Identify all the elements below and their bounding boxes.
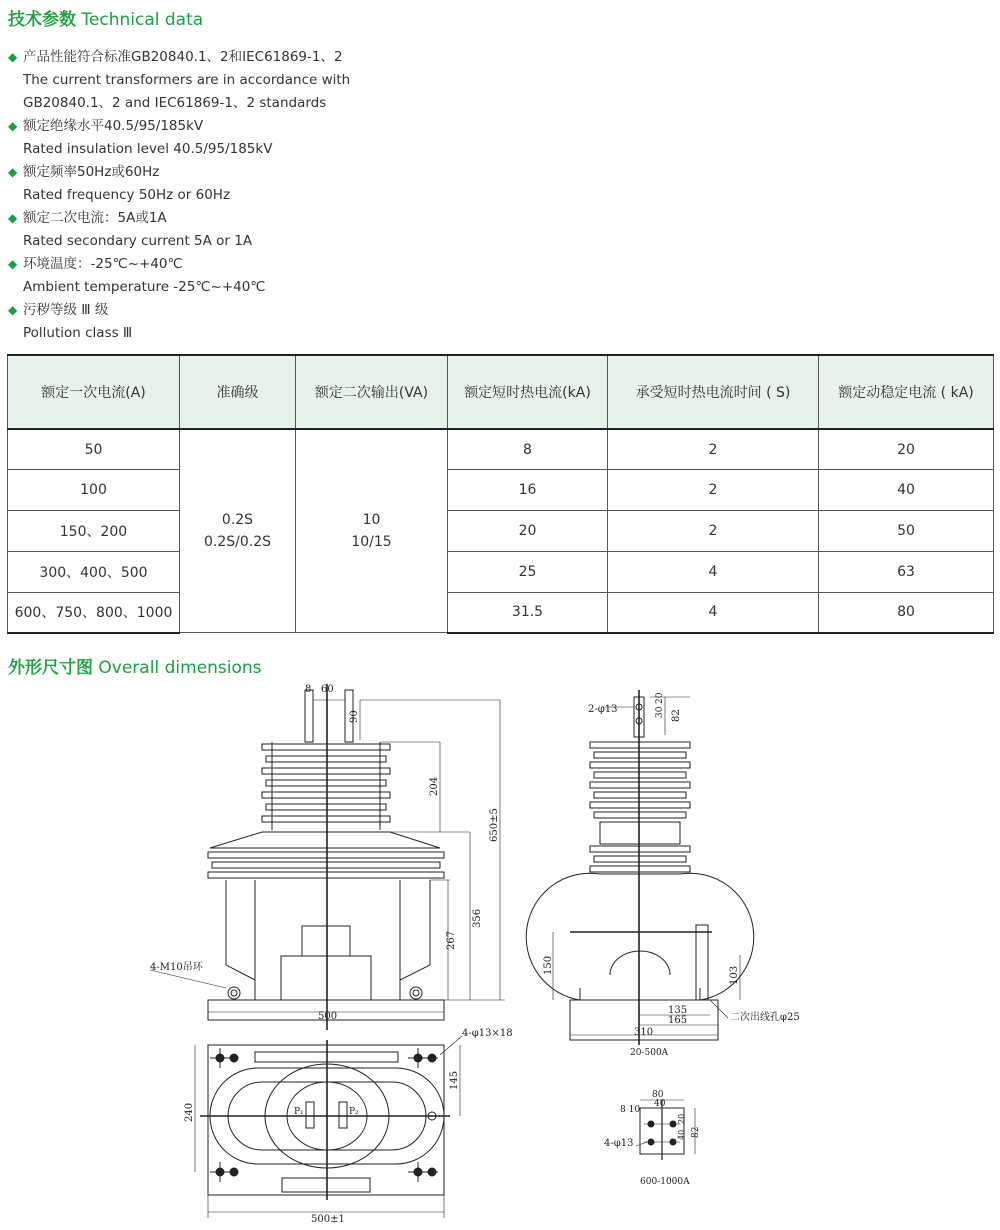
dim-165: 165 (668, 1015, 688, 1026)
spec-line: ◆ 额定绝缘水平40.5/95/185kV (8, 115, 608, 138)
cell-primary-current: 100 (8, 470, 180, 511)
dim-80: 80 (652, 1090, 664, 1100)
cell-thermal-current: 16 (448, 470, 608, 511)
spec-line: ◆ 污秽等级 Ⅲ 级 (8, 299, 608, 322)
label-holes-4: 4-φ13 (604, 1138, 634, 1149)
dim-30: 30 (655, 706, 665, 718)
label-lifting-ring: 4-M10吊环 (150, 962, 203, 973)
side-upper-sheds (590, 742, 690, 818)
spec-line: Rated insulation level 40.5/95/185kV (23, 141, 273, 157)
upper-sheds (262, 742, 390, 830)
dim-20-vertical: 20 (677, 1113, 686, 1124)
dim-267: 267 (446, 930, 457, 950)
dim-8: 8 (305, 684, 312, 695)
dim-310: 310 (634, 1027, 654, 1038)
cell-dynamic-current: 40 (819, 470, 994, 511)
dim-204: 204 (429, 776, 440, 796)
spec-list (8, 46, 608, 345)
spec-line: Pollution class Ⅲ (23, 325, 133, 341)
header-rated-secondary-output: 额定二次输出(VA) (296, 355, 448, 429)
dim-40-vertical: 40 (677, 1129, 686, 1140)
spec-line: The current transformers are in accordance with (23, 72, 351, 88)
diamond-bullet-icon: ◆ (8, 165, 18, 179)
cell-thermal-time: 4 (608, 592, 819, 633)
diamond-bullet-icon: ◆ (8, 50, 18, 64)
side-lower-sheds (590, 846, 690, 872)
terminal-detail (636, 1100, 695, 1160)
label-mount-holes: 4-φ13×18 (462, 1028, 513, 1039)
lower-sheds (208, 852, 444, 878)
front-view (150, 684, 505, 1030)
spec-line: Rated frequency 50Hz or 60Hz (23, 187, 231, 203)
diamond-bullet-icon: ◆ (8, 119, 18, 133)
technical-data-title (8, 5, 203, 30)
diamond-bullet-icon: ◆ (8, 257, 18, 271)
cell-primary-current: 300、400、500 (8, 551, 180, 592)
technical-data-title-en: Technical data (81, 10, 204, 30)
spec-line: ◆ 产品性能符合标准GB20840.1、2和IEC61869-1、2 (8, 46, 608, 69)
cell-thermal-time: 2 (608, 470, 819, 511)
label-holes-2: 2-φ13 (588, 704, 618, 715)
cell-thermal-time: 2 (608, 429, 819, 470)
cell-primary-current: 50 (8, 429, 180, 470)
cell-thermal-current: 8 (448, 429, 608, 470)
label-view-20-500a: 20-500A (630, 1048, 669, 1058)
cell-primary-current: 600、750、800、1000 (8, 592, 180, 633)
cell-thermal-time: 4 (608, 551, 819, 592)
dim-90: 90 (349, 710, 360, 723)
header-rated-primary-current: 额定一次电流(A) (8, 355, 180, 429)
dim-20: 20 (655, 692, 665, 704)
dim-240: 240 (184, 1102, 195, 1122)
cell-primary-current: 150、200 (8, 511, 180, 552)
cell-dynamic-current: 50 (819, 511, 994, 552)
spec-line: ◆ 额定频率50Hz或60Hz (8, 161, 608, 184)
spec-line: ◆ 额定二次电流：5A或1A (8, 207, 608, 230)
label-view-600-1000a: 600-1000A (640, 1177, 690, 1187)
dim-650: 650±5 (489, 808, 500, 842)
spec-line: Rated secondary current 5A or 1A (23, 233, 253, 249)
header-thermal-current-duration: 承受短时热电流时间 ( S) (608, 355, 819, 429)
dim-103: 103 (729, 965, 740, 985)
header-short-time-thermal-current: 额定短时热电流(kA) (448, 355, 608, 429)
table-row (8, 470, 994, 511)
table-row (8, 511, 994, 552)
dim-40: 40 (654, 1099, 666, 1109)
plan-view (195, 1036, 462, 1218)
cell-dynamic-current: 80 (819, 592, 994, 633)
cell-thermal-current: 25 (448, 551, 608, 592)
side-view (526, 690, 754, 1045)
dim-150: 150 (543, 955, 554, 975)
cell-dynamic-current: 63 (819, 551, 994, 592)
dim-356: 356 (472, 908, 483, 928)
spec-line: ◆ 环境温度：-25℃~+40℃ (8, 253, 608, 276)
dim-145: 145 (449, 1070, 460, 1090)
cell-thermal-current: 31.5 (448, 592, 608, 633)
parameters-table (7, 354, 994, 634)
diamond-bullet-icon: ◆ (8, 303, 18, 317)
cell-dynamic-current: 20 (819, 429, 994, 470)
header-dynamic-current: 额定动稳定电流 ( kA) (819, 355, 994, 429)
label-p1: P₁ (294, 1107, 304, 1117)
technical-data-title-zh: 技术参数 (8, 10, 76, 30)
header-accuracy-class: 准确级 (180, 355, 296, 429)
dim-60: 60 (321, 684, 334, 695)
cell-thermal-current: 20 (448, 511, 608, 552)
cell-accuracy-class: 0.2S 0.2S/0.2S (180, 429, 296, 633)
dimension-drawing (0, 680, 1000, 1230)
overall-dimensions-title (8, 653, 261, 678)
dim-500: 500 (318, 1011, 338, 1022)
overall-dimensions-title-en: Overall dimensions (98, 658, 262, 678)
spec-line: Ambient temperature -25℃~+40℃ (23, 279, 266, 295)
spec-line: GB20840.1、2 and IEC61869-1、2 standards (23, 95, 327, 111)
table-row (8, 551, 994, 592)
table-header-row (8, 355, 994, 429)
dim-135: 135 (668, 1005, 688, 1016)
cell-secondary-output: 10 10/15 (296, 429, 448, 633)
diamond-bullet-icon: ◆ (8, 211, 18, 225)
overall-dimensions-title-zh: 外形尺寸图 (8, 658, 93, 678)
table-row (8, 592, 994, 633)
label-secondary-hole: 二次出线孔φ25 (730, 1012, 800, 1023)
dim-8-10: 8 10 (620, 1105, 641, 1115)
label-p2: P₂ (349, 1107, 359, 1117)
dim-82-vertical: 82 (691, 1126, 701, 1138)
dim-500-tolerance: 500±1 (311, 1214, 345, 1225)
table-row (8, 429, 994, 470)
cell-thermal-time: 2 (608, 511, 819, 552)
dim-82: 82 (671, 709, 682, 722)
